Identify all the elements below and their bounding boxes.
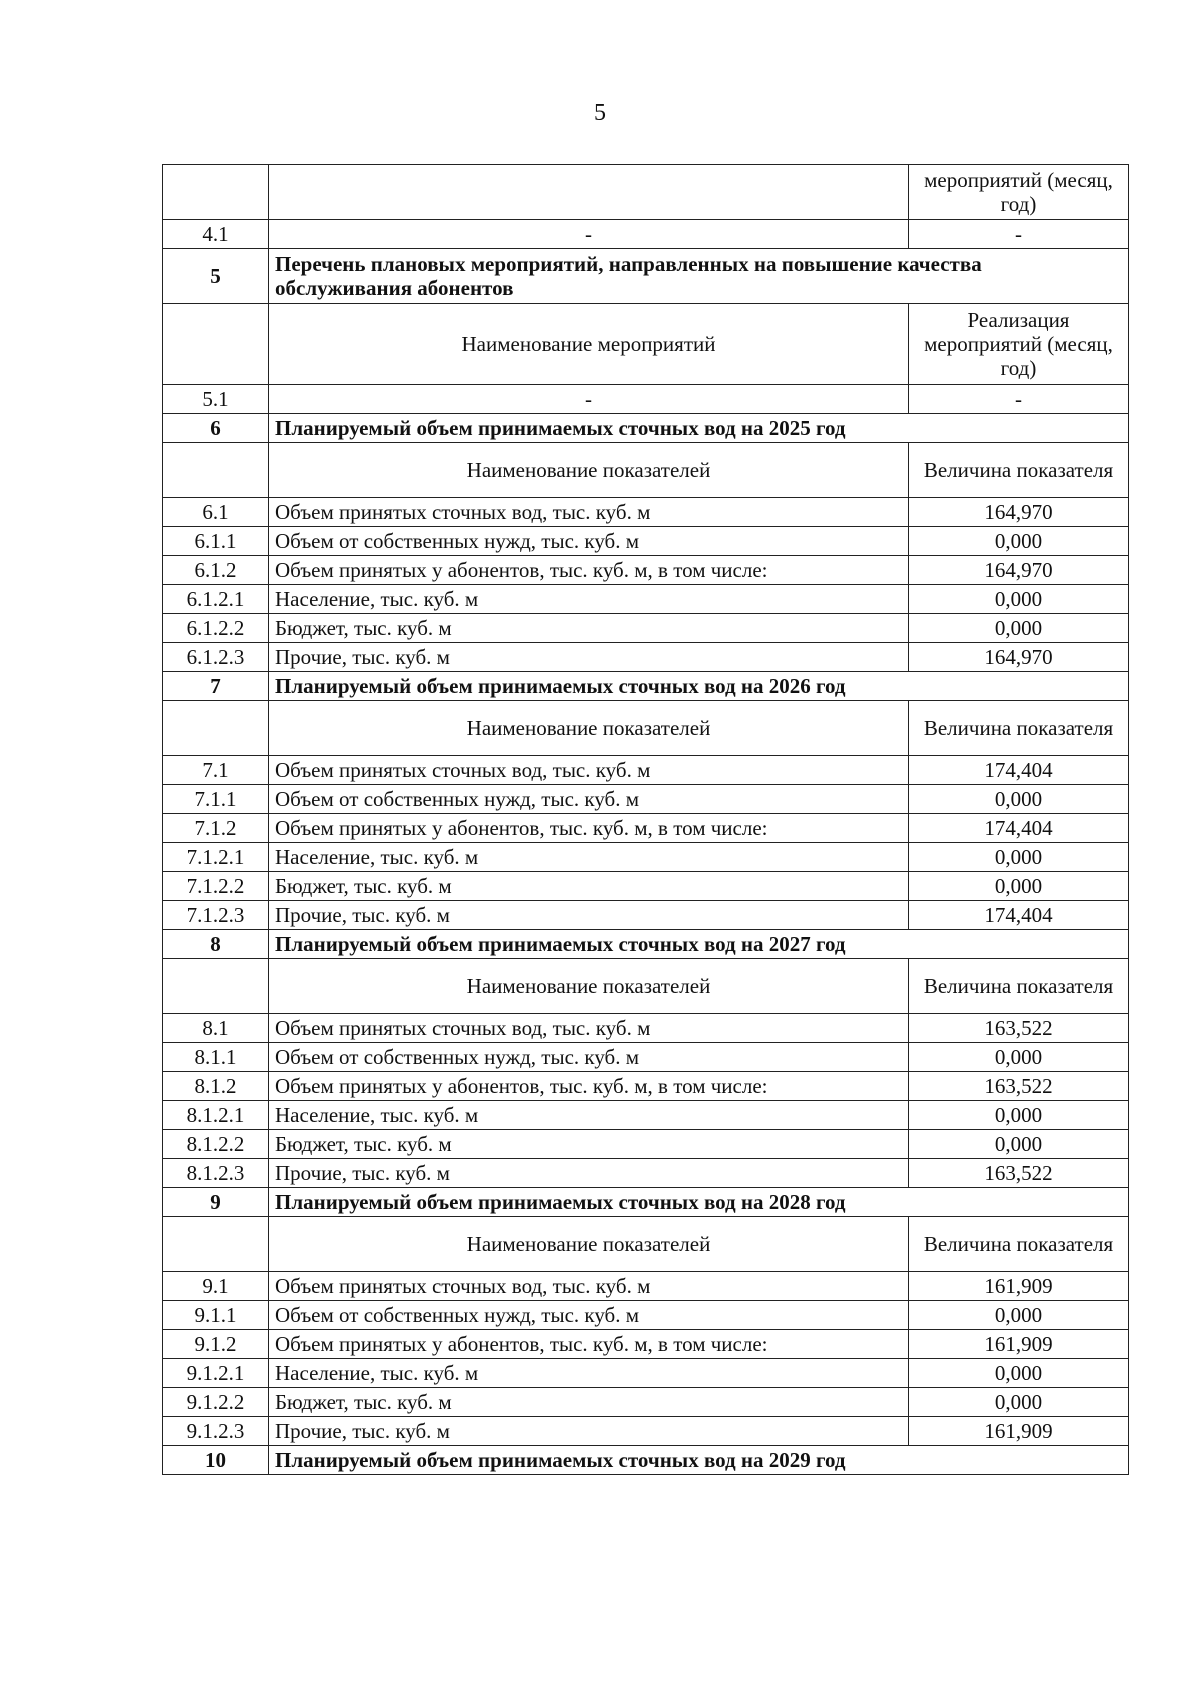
row-name: Бюджет, тыс. куб. м: [269, 1388, 909, 1417]
row-name: Объем принятых сточных вод, тыс. куб. м: [269, 1272, 909, 1301]
page-number: 5: [594, 100, 606, 126]
row-number: 7.1: [163, 756, 269, 785]
section-number: 5: [163, 249, 269, 304]
row-value: 0,000: [909, 843, 1129, 872]
row-name: Объем принятых сточных вод, тыс. куб. м: [269, 1014, 909, 1043]
row-value: 0,000: [909, 872, 1129, 901]
row-name: Бюджет, тыс. куб. м: [269, 872, 909, 901]
row-name: Объем от собственных нужд, тыс. куб. м: [269, 1043, 909, 1072]
row-value: 0,000: [909, 785, 1129, 814]
continuation-row: [163, 165, 1129, 220]
document-table: [162, 164, 1129, 1475]
row-name: Население, тыс. куб. м: [269, 1101, 909, 1130]
row-value: 163,522: [909, 1014, 1129, 1043]
row-number: 8.1: [163, 1014, 269, 1043]
row-name: Объем принятых у абонентов, тыс. куб. м, в том числе:: [269, 556, 909, 585]
section-title: Планируемый объем принимаемых сточных вод на 2028 год: [269, 1188, 1129, 1217]
table-row: [163, 527, 1129, 556]
row-value: 0,000: [909, 585, 1129, 614]
table-row: [163, 1359, 1129, 1388]
row-name: -: [269, 220, 909, 249]
column-header-name: Наименование показателей: [269, 701, 909, 756]
column-header-value: Величина показателя: [909, 959, 1129, 1014]
row-value: 174,404: [909, 901, 1129, 930]
row-number: 9.1.2.2: [163, 1388, 269, 1417]
row-value: 164,970: [909, 643, 1129, 672]
column-header-empty: [163, 443, 269, 498]
table-row: [163, 1014, 1129, 1043]
row-value: -: [909, 220, 1129, 249]
continuation-num-cell: [163, 165, 269, 220]
row-number: 7.1.2.2: [163, 872, 269, 901]
column-header-name: Наименование показателей: [269, 1217, 909, 1272]
table-row: [163, 556, 1129, 585]
table-row: [163, 1388, 1129, 1417]
column-header-empty: [163, 304, 269, 385]
row-number: 6.1.2.1: [163, 585, 269, 614]
table-row: [163, 1417, 1129, 1446]
section-number: 8: [163, 930, 269, 959]
row-number: 6.1.2: [163, 556, 269, 585]
section-number: 7: [163, 672, 269, 701]
column-header-value: Величина показателя: [909, 1217, 1129, 1272]
row-name: Объем принятых у абонентов, тыс. куб. м, в том числе:: [269, 1072, 909, 1101]
column-header-row: [163, 304, 1129, 385]
table-row: [163, 843, 1129, 872]
row-name: Объем от собственных нужд, тыс. куб. м: [269, 785, 909, 814]
row-number: 9.1.1: [163, 1301, 269, 1330]
row-value: 0,000: [909, 1301, 1129, 1330]
row-name: Население, тыс. куб. м: [269, 1359, 909, 1388]
section-number: 6: [163, 414, 269, 443]
column-header-name: Наименование мероприятий: [269, 304, 909, 385]
continuation-value-cell: мероприятий (месяц, год): [909, 165, 1129, 220]
section-header-row: [163, 930, 1129, 959]
row-number: 8.1.2.2: [163, 1130, 269, 1159]
section-title: Планируемый объем принимаемых сточных вод на 2027 год: [269, 930, 1129, 959]
table-row: [163, 1272, 1129, 1301]
section-title: Планируемый объем принимаемых сточных вод на 2029 год: [269, 1446, 1129, 1475]
row-value: 0,000: [909, 1101, 1129, 1130]
row-number: 7.1.2.3: [163, 901, 269, 930]
section-title: Планируемый объем принимаемых сточных вод на 2026 год: [269, 672, 1129, 701]
row-value: 161,909: [909, 1272, 1129, 1301]
section-title: Перечень плановых мероприятий, направленных на повышение качества обслуживания абонентов: [269, 249, 1129, 304]
row-value: -: [909, 385, 1129, 414]
row-number: 7.1.1: [163, 785, 269, 814]
row-number: 9.1.2: [163, 1330, 269, 1359]
row-number: 8.1.2: [163, 1072, 269, 1101]
continuation-name-cell: [269, 165, 909, 220]
column-header-row: [163, 1217, 1129, 1272]
column-header-value: Величина показателя: [909, 443, 1129, 498]
row-value: 0,000: [909, 527, 1129, 556]
document-table-body: [163, 165, 1129, 1475]
row-name: Объем принятых сточных вод, тыс. куб. м: [269, 756, 909, 785]
section-number: 9: [163, 1188, 269, 1217]
row-number: 4.1: [163, 220, 269, 249]
row-name: Объем от собственных нужд, тыс. куб. м: [269, 1301, 909, 1330]
row-name: Объем принятых у абонентов, тыс. куб. м, в том числе:: [269, 1330, 909, 1359]
row-number: 8.1.1: [163, 1043, 269, 1072]
row-value: 174,404: [909, 814, 1129, 843]
section-header-row: [163, 1446, 1129, 1475]
row-value: 0,000: [909, 1043, 1129, 1072]
row-name: Объем принятых у абонентов, тыс. куб. м, в том числе:: [269, 814, 909, 843]
row-number: 6.1: [163, 498, 269, 527]
column-header-value: Величина показателя: [909, 701, 1129, 756]
row-value: 163,522: [909, 1159, 1129, 1188]
table-row: [163, 643, 1129, 672]
table-row: [163, 220, 1129, 249]
table-row: [163, 498, 1129, 527]
column-header-empty: [163, 959, 269, 1014]
table-row: [163, 1301, 1129, 1330]
row-name: Население, тыс. куб. м: [269, 843, 909, 872]
section-header-row: [163, 1188, 1129, 1217]
row-value: 174,404: [909, 756, 1129, 785]
row-value: 163,522: [909, 1072, 1129, 1101]
table-row: [163, 1101, 1129, 1130]
row-number: 7.1.2.1: [163, 843, 269, 872]
row-number: 9.1.2.1: [163, 1359, 269, 1388]
row-name: Прочие, тыс. куб. м: [269, 901, 909, 930]
row-value: 0,000: [909, 1130, 1129, 1159]
row-value: 161,909: [909, 1330, 1129, 1359]
row-number: 8.1.2.3: [163, 1159, 269, 1188]
row-number: 9.1: [163, 1272, 269, 1301]
section-header-row: [163, 414, 1129, 443]
table-row: [163, 385, 1129, 414]
row-number: 5.1: [163, 385, 269, 414]
row-value: 0,000: [909, 1388, 1129, 1417]
column-header-name: Наименование показателей: [269, 959, 909, 1014]
column-header-empty: [163, 1217, 269, 1272]
row-value: 164,970: [909, 556, 1129, 585]
table-row: [163, 814, 1129, 843]
table-row: [163, 585, 1129, 614]
row-number: 7.1.2: [163, 814, 269, 843]
table-row: [163, 1159, 1129, 1188]
row-value: 164,970: [909, 498, 1129, 527]
table-row: [163, 756, 1129, 785]
row-name: Прочие, тыс. куб. м: [269, 643, 909, 672]
row-name: -: [269, 385, 909, 414]
row-name: Население, тыс. куб. м: [269, 585, 909, 614]
row-name: Объем принятых сточных вод, тыс. куб. м: [269, 498, 909, 527]
table-row: [163, 872, 1129, 901]
row-number: 6.1.1: [163, 527, 269, 556]
section-header-row: [163, 672, 1129, 701]
row-value: 161,909: [909, 1417, 1129, 1446]
row-value: 0,000: [909, 614, 1129, 643]
row-number: 8.1.2.1: [163, 1101, 269, 1130]
table-row: [163, 901, 1129, 930]
row-name: Прочие, тыс. куб. м: [269, 1159, 909, 1188]
row-name: Бюджет, тыс. куб. м: [269, 1130, 909, 1159]
table-row: [163, 1330, 1129, 1359]
table-row: [163, 785, 1129, 814]
column-header-row: [163, 701, 1129, 756]
column-header-row: [163, 443, 1129, 498]
section-header-row: [163, 249, 1129, 304]
column-header-name: Наименование показателей: [269, 443, 909, 498]
row-name: Объем от собственных нужд, тыс. куб. м: [269, 527, 909, 556]
row-name: Прочие, тыс. куб. м: [269, 1417, 909, 1446]
column-header-value: Реализация мероприятий (месяц, год): [909, 304, 1129, 385]
row-number: 6.1.2.3: [163, 643, 269, 672]
section-number: 10: [163, 1446, 269, 1475]
row-number: 9.1.2.3: [163, 1417, 269, 1446]
table-row: [163, 1130, 1129, 1159]
table-row: [163, 1072, 1129, 1101]
row-number: 6.1.2.2: [163, 614, 269, 643]
column-header-row: [163, 959, 1129, 1014]
row-name: Бюджет, тыс. куб. м: [269, 614, 909, 643]
table-row: [163, 1043, 1129, 1072]
column-header-empty: [163, 701, 269, 756]
row-value: 0,000: [909, 1359, 1129, 1388]
section-title: Планируемый объем принимаемых сточных вод на 2025 год: [269, 414, 1129, 443]
table-row: [163, 614, 1129, 643]
